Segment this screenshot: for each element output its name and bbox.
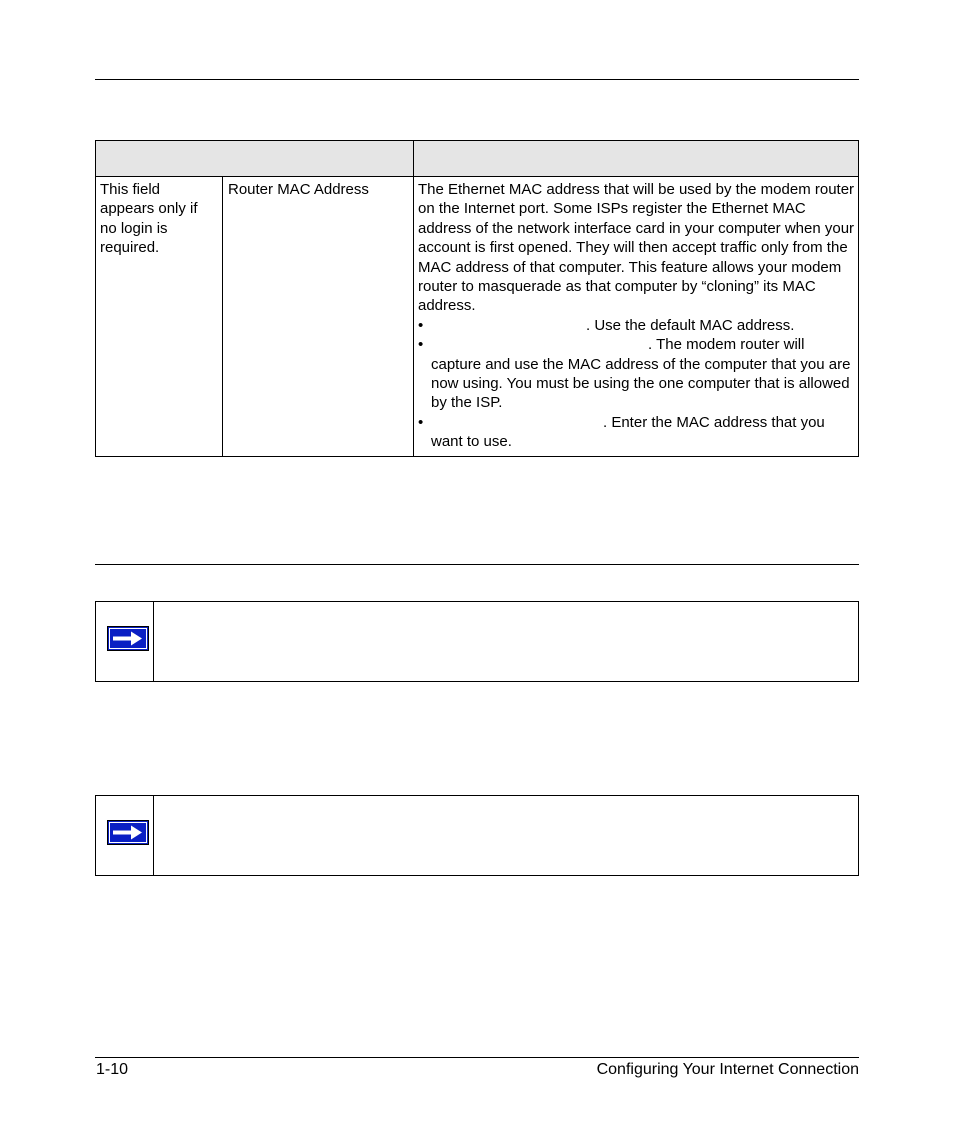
table-header-row <box>96 141 858 177</box>
note-divider <box>153 602 154 681</box>
page-number: 1-10 <box>96 1061 129 1078</box>
arrow-right-icon <box>107 626 149 651</box>
settings-table <box>95 140 859 457</box>
setting-name-cell: Router MAC Address <box>228 181 369 198</box>
column-divider <box>222 177 223 456</box>
bullet-symbol: • <box>418 336 424 354</box>
bullet-item <box>418 413 856 452</box>
bullet-text: . The modem router will capture and use the MAC address of the computer that you are now using. You must be using the one computer that is allowed by the ISP. <box>431 336 851 412</box>
footer-rule <box>95 1057 859 1058</box>
note-box <box>95 795 859 876</box>
description-cell <box>418 180 856 452</box>
bullet-text: . Enter the MAC address that you want to use. <box>431 413 825 451</box>
section-rule <box>95 564 859 565</box>
chapter-title: Configuring Your Internet Connection <box>596 1061 859 1078</box>
bullet-symbol: • <box>418 316 424 334</box>
bullet-item <box>418 316 856 335</box>
bullet-symbol: • <box>418 413 424 431</box>
note-divider <box>153 796 154 875</box>
note-box <box>95 601 859 682</box>
column-divider <box>413 177 414 456</box>
header-column-divider <box>413 141 414 176</box>
bullet-item <box>418 335 856 413</box>
description-text: The Ethernet MAC address that will be used by the modem router on the Internet port. Some ISPs register the Ethernet MAC address of the network interface card in your computer when your account is first opened. They will then accept traffic only from the MAC address of that computer. This feature allows your modem router to masquerade as that computer by “cloning” its MAC address. <box>418 181 855 315</box>
header-rule <box>95 79 859 80</box>
condition-cell: This field appears only if no login is required. <box>100 181 198 257</box>
arrow-right-icon <box>107 820 149 845</box>
bullet-text: . Use the default MAC address. <box>586 316 795 334</box>
